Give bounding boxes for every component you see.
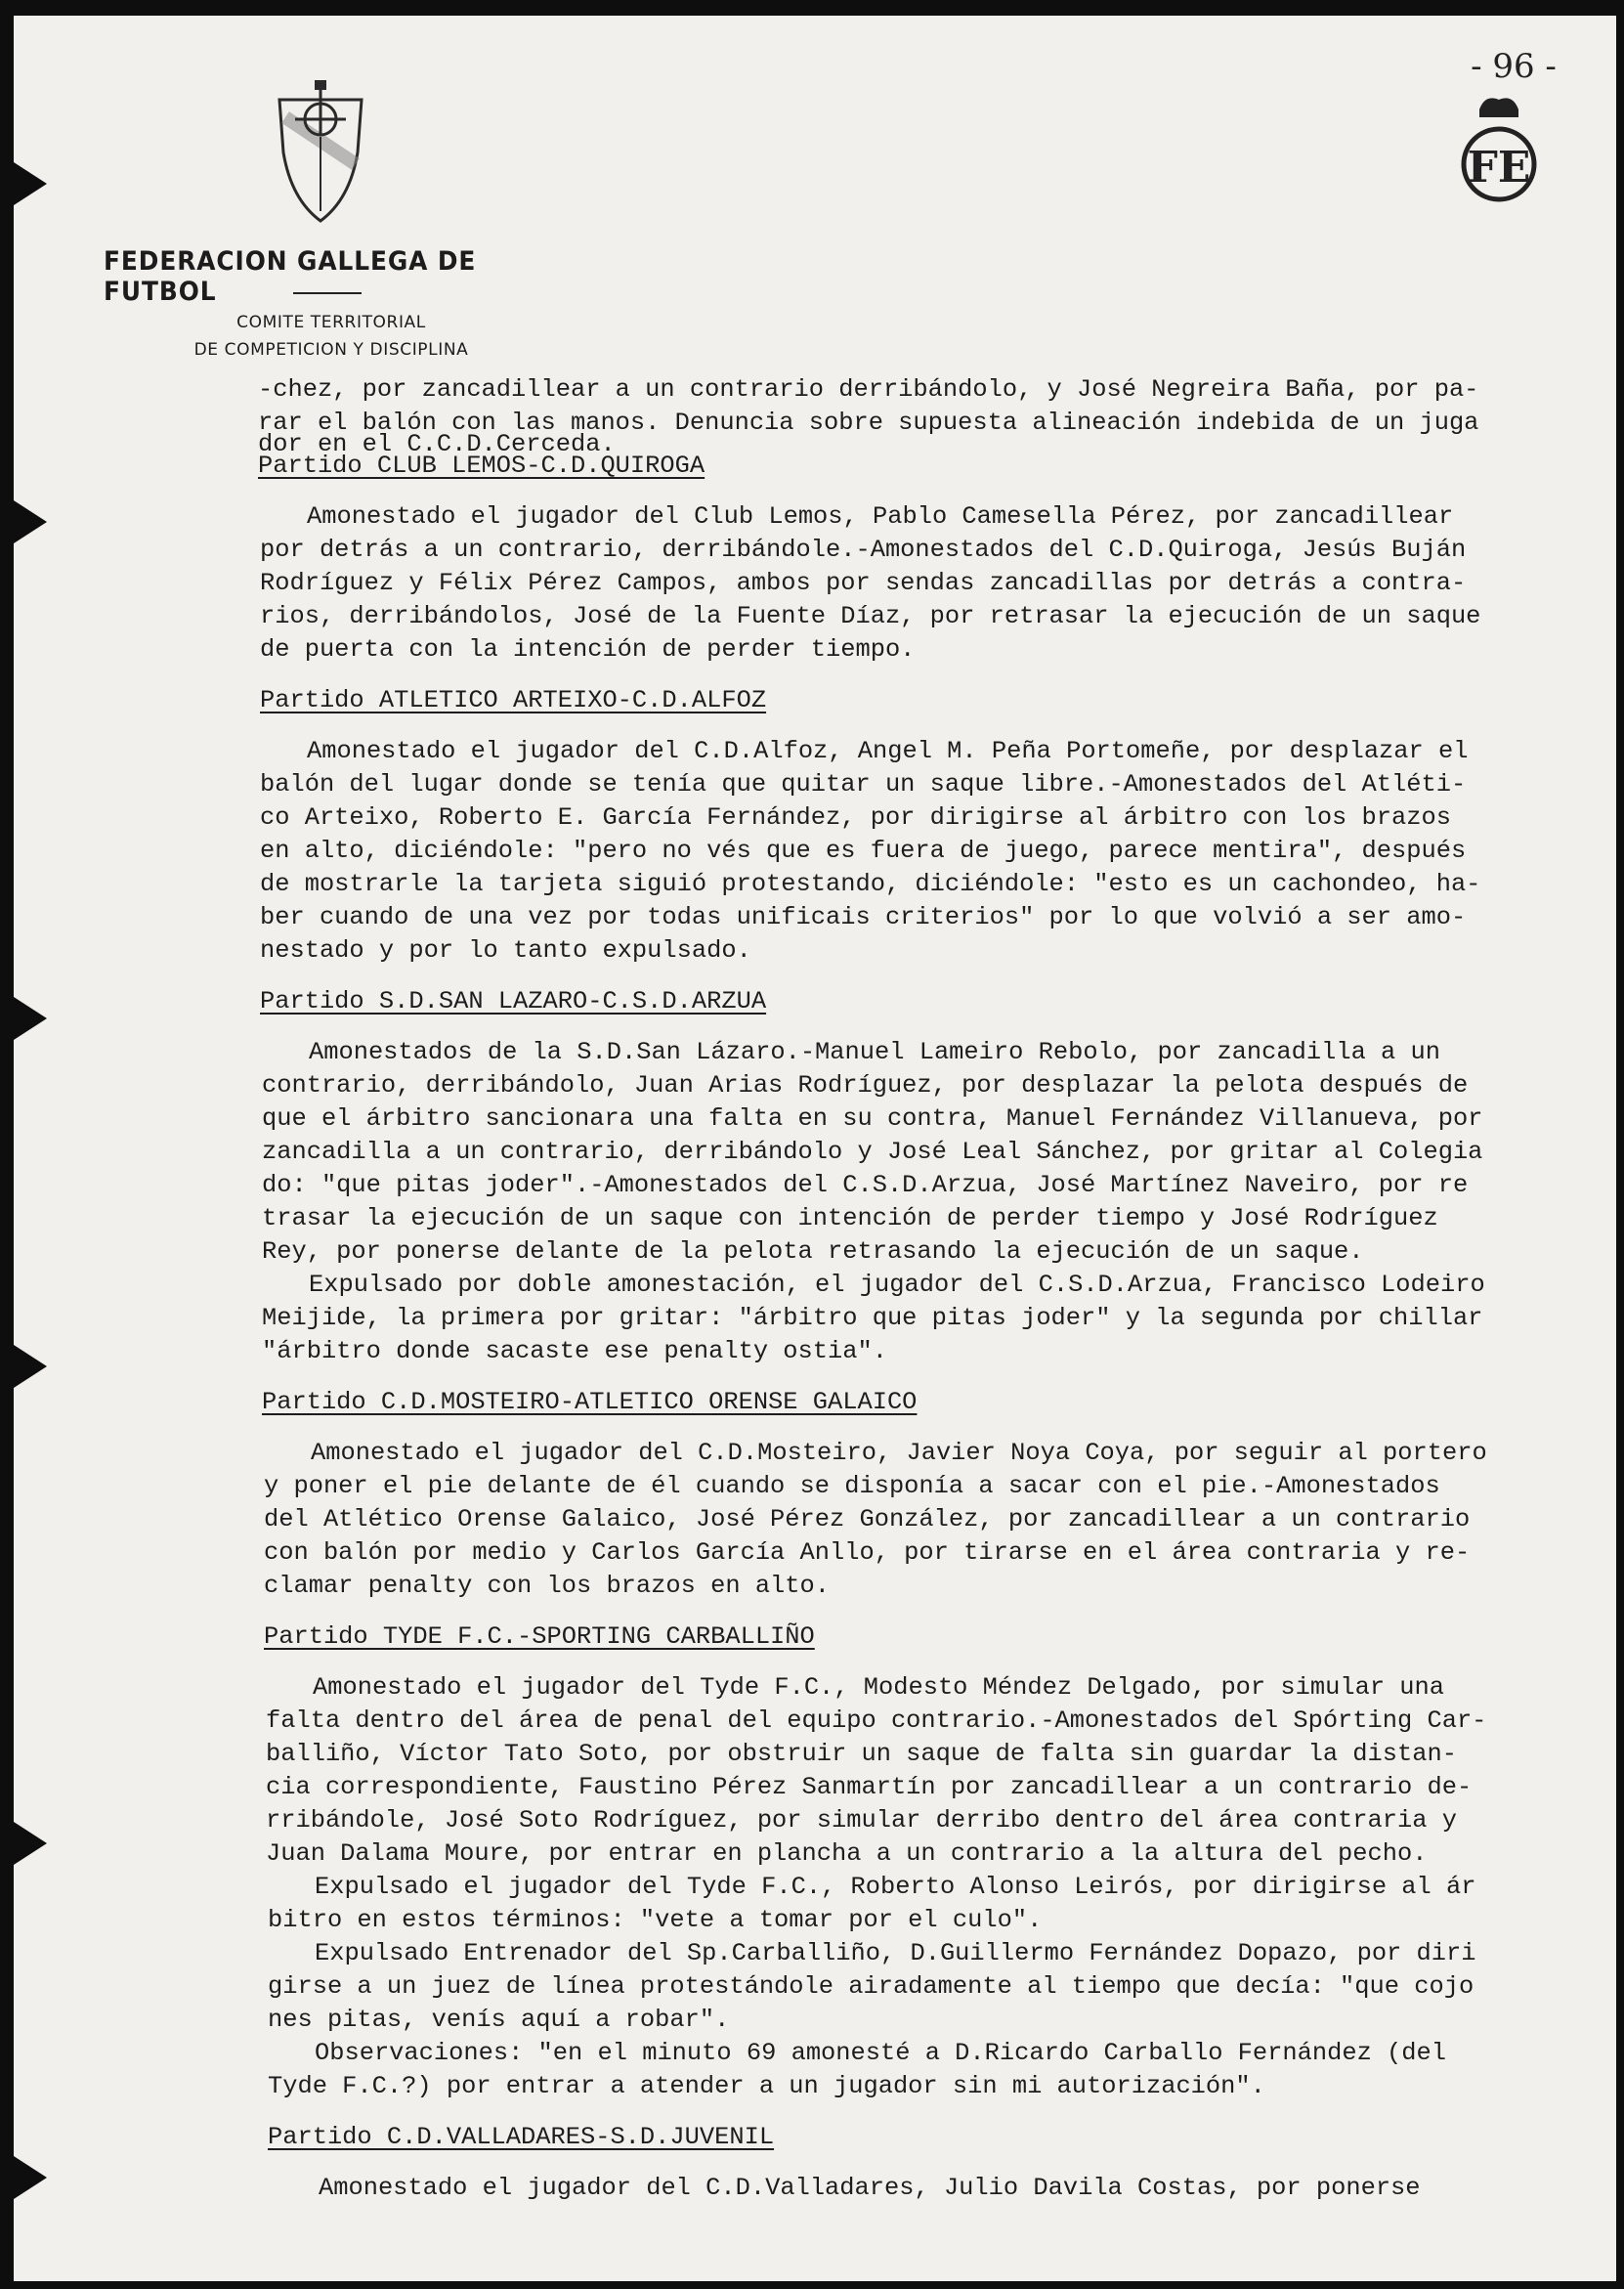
- text-line: [258, 2070, 1616, 2103]
- rfef-crest-logo: [1450, 90, 1548, 217]
- binder-hole: [14, 1345, 47, 1388]
- text-line-content: Rodríguez y Félix Pérez Campos, ambos por sendas zancadillas por detrás a contra-: [260, 569, 1467, 597]
- text-line: [258, 1536, 1616, 1570]
- text-line-content: rar el balón con las manos. Denuncia sobre supuesta alineación indebida de un juga: [258, 409, 1479, 437]
- text-line: [258, 1036, 1616, 1069]
- text-line: [258, 801, 1616, 835]
- text-line: [258, 1871, 1616, 1904]
- page-number: - 96 -: [1471, 47, 1557, 86]
- header-divider: [293, 292, 362, 294]
- text-line-content: girse a un juez de línea protestándole airadamente al tiempo que decía: "que cojo: [268, 1972, 1474, 2001]
- federation-shield-logo: [272, 74, 369, 231]
- text-line-content: Expulsado por doble amonestación, el jugador del C.S.D.Arzua, Francisco Lodeiro: [309, 1271, 1485, 1299]
- text-line: [258, 600, 1616, 633]
- binder-hole: [14, 997, 47, 1040]
- committee-line-1: COMITE TERRITORIAL: [236, 313, 426, 332]
- text-line: [258, 1804, 1616, 1837]
- match-heading-text: Partido TYDE F.C.-SPORTING CARBALLIÑO: [264, 1622, 815, 1651]
- text-line: [258, 1136, 1616, 1169]
- committee-name: [102, 309, 561, 364]
- text-line: [258, 2172, 1616, 2205]
- text-line-content: con balón por medio y Carlos García Anllo, por tirarse en el área contraria y re-: [264, 1538, 1471, 1567]
- text-line-content: zancadilla a un contrario, derribándolo y José Leal Sánchez, por gritar al Colegia: [262, 1138, 1483, 1166]
- match-heading: [258, 684, 1616, 717]
- text-line-content: -chez, por zancadillear a un contrario derribándolo, y José Negreira Baña, por pa-: [258, 375, 1479, 404]
- text-line-content: por detrás a un contrario, derribándole.-Amonestados del C.D.Quiroga, Jesús Buján: [260, 536, 1467, 564]
- text-line-content: nes pitas, venís aquí a robar".: [268, 2006, 730, 2034]
- text-line-content: balliño, Víctor Tato Soto, por obstruir un saque de falta sin guardar la distan-: [266, 1740, 1457, 1768]
- text-line: [258, 868, 1616, 901]
- text-line: [258, 1302, 1616, 1335]
- text-line-content: rios, derribándolos, José de la Fuente Díaz, por retrasar la ejecución de un saque: [260, 602, 1481, 630]
- text-line: [258, 1771, 1616, 1804]
- text-line-content: Tyde F.C.?) por entrar a atender a un jugador sin mi autorización".: [268, 2072, 1265, 2100]
- paragraph-spacer: [258, 667, 1616, 684]
- federation-title: FEDERACION GALLEGA DE FUTBOL: [104, 246, 477, 307]
- match-heading-text: Partido CLUB LEMOS-C.D.QUIROGA: [258, 452, 705, 480]
- text-line-content: Amonestado el jugador del C.D.Valladares, Julio Davila Costas, por ponerse: [319, 2174, 1421, 2202]
- match-heading: [258, 2121, 1616, 2154]
- match-heading-text: Partido S.D.SAN LAZARO-C.S.D.ARZUA: [260, 987, 767, 1015]
- text-line: [258, 901, 1616, 934]
- text-line: [258, 1904, 1616, 1937]
- text-line: [258, 1235, 1616, 1269]
- text-line-content: Amonestado el jugador del Club Lemos, Pablo Camesella Pérez, por zancadillear: [307, 502, 1454, 531]
- text-line: [258, 1705, 1616, 1738]
- text-line-content: do: "que pitas joder".-Amonestados del C.S.D.Arzua, José Martínez Naveiro, por re: [262, 1171, 1469, 1199]
- text-line: [258, 1570, 1616, 1603]
- committee-line-2: DE COMPETICION Y DISCIPLINA: [193, 340, 469, 360]
- text-line-content: en alto, diciéndole: "pero no vés que es fuera de juego, parece mentira", después: [260, 837, 1467, 865]
- paragraph-spacer: [258, 1603, 1616, 1620]
- paragraph-spacer: [258, 968, 1616, 985]
- binder-hole: [14, 162, 47, 205]
- text-line: [258, 1069, 1616, 1102]
- text-line: [258, 1202, 1616, 1235]
- text-line-content: Observaciones: "en el minuto 69 amonesté a D.Ricardo Carballo Fernández (del: [315, 2039, 1447, 2067]
- text-line: [258, 1837, 1616, 1871]
- text-line-content: co Arteixo, Roberto E. García Fernández, por dirigirse al árbitro con los brazos: [260, 803, 1451, 832]
- text-line: [258, 1738, 1616, 1771]
- binder-hole: [14, 1822, 47, 1865]
- text-line-content: bitro en estos términos: "vete a tomar por el culo".: [268, 1906, 1043, 1934]
- text-line-content: Juan Dalama Moure, por entrar en plancha a un contrario a la altura del pecho.: [266, 1839, 1428, 1868]
- match-heading: [258, 1620, 1616, 1654]
- text-line-content: que el árbitro sancionara una falta en su contra, Manuel Fernández Villanueva, por: [262, 1104, 1483, 1133]
- text-line-content: ber cuando de una vez por todas unificais criterios" por lo que volvió a ser amo-: [260, 903, 1467, 931]
- paragraph-spacer: [258, 1654, 1616, 1671]
- text-line: [258, 1102, 1616, 1136]
- match-heading: [258, 985, 1616, 1018]
- text-line: [258, 1503, 1616, 1536]
- text-line: [258, 735, 1616, 768]
- text-line: [258, 633, 1616, 667]
- text-line: [258, 768, 1616, 801]
- text-line: [258, 407, 1616, 437]
- text-line-content: Expulsado el jugador del Tyde F.C., Roberto Alonso Leirós, por dirigirse al ár: [315, 1873, 1476, 1901]
- match-heading: [258, 1386, 1616, 1419]
- text-line: [258, 2004, 1616, 2037]
- match-heading-text: Partido ATLETICO ARTEIXO-C.D.ALFOZ: [260, 686, 767, 714]
- text-line: [258, 835, 1616, 868]
- text-line-content: del Atlético Orense Galaico, José Pérez González, por zancadillear a un contrario: [264, 1505, 1471, 1533]
- text-line-content: Amonestado el jugador del C.D.Alfoz, Angel M. Peña Portomeñe, por desplazar el: [307, 737, 1469, 765]
- text-line: [258, 534, 1616, 567]
- text-line: [258, 2037, 1616, 2070]
- text-line: [258, 1970, 1616, 2004]
- text-line-content: Expulsado Entrenador del Sp.Carballiño, D.Guillermo Fernández Dopazo, por diri: [315, 1939, 1476, 1967]
- text-line-content: Rey, por ponerse delante de la pelota retrasando la ejecución de un saque.: [262, 1237, 1364, 1266]
- match-heading: [258, 450, 1616, 483]
- paragraph-spacer: [258, 2154, 1616, 2172]
- text-line: [258, 567, 1616, 600]
- text-line-content: Amonestado el jugador del Tyde F.C., Modesto Méndez Delgado, por simular una: [313, 1673, 1445, 1702]
- binder-hole: [14, 2156, 47, 2199]
- binder-hole: [14, 500, 47, 543]
- text-line-content: Meijide, la primera por gritar: "árbitro que pitas joder" y la segunda por chillar: [262, 1304, 1483, 1332]
- document-page: [14, 16, 1616, 2281]
- text-line-content: dor en el C.C.D.Cerceda.: [258, 430, 616, 458]
- text-line: [258, 934, 1616, 968]
- paragraph-spacer: [258, 1368, 1616, 1386]
- document-body: [258, 373, 1616, 2205]
- text-line-content: de puerta con la intención de perder tiempo.: [260, 635, 916, 664]
- text-line: [258, 1169, 1616, 1202]
- text-line: [258, 1671, 1616, 1705]
- paragraph-spacer: [258, 717, 1616, 735]
- text-line-content: Amonestados de la S.D.San Lázaro.-Manuel Lameiro Rebolo, por zancadilla a un: [309, 1038, 1441, 1066]
- text-line-content: "árbitro donde sacaste ese penalty ostia".: [262, 1337, 887, 1365]
- text-line: [258, 1269, 1616, 1302]
- text-line-content: y poner el pie delante de él cuando se disponía a sacar con el pie.-Amonestados: [264, 1472, 1440, 1500]
- text-line-content: trasar la ejecución de un saque con intención de perder tiempo y José Rodríguez: [262, 1204, 1438, 1232]
- match-heading-text: Partido C.D.VALLADARES-S.D.JUVENIL: [268, 2123, 775, 2151]
- text-line-content: de mostrarle la tarjeta siguió protestando, diciéndole: "esto es un cachondeo, ha-: [260, 870, 1481, 898]
- text-line-content: Amonestado el jugador del C.D.Mosteiro, Javier Noya Coya, por seguir al portero: [311, 1439, 1487, 1467]
- text-line: [258, 1437, 1616, 1470]
- text-line-content: nestado y por lo tanto expulsado.: [260, 936, 751, 965]
- text-line-content: contrario, derribándolo, Juan Arias Rodríguez, por desplazar la pelota después de: [262, 1071, 1469, 1100]
- text-line: [258, 1937, 1616, 1970]
- text-line-content: balón del lugar donde se tenía que quitar un saque libre.-Amonestados del Atléti-: [260, 770, 1467, 799]
- svg-text:FE: FE: [1467, 143, 1531, 193]
- text-line-content: cia correspondiente, Faustino Pérez Sanmartín por zancadillear a un contrario de-: [266, 1773, 1473, 1801]
- text-line: [258, 1335, 1616, 1368]
- paragraph-spacer: [258, 1419, 1616, 1437]
- paragraph-spacer: [258, 1018, 1616, 1036]
- paragraph-spacer: [258, 2103, 1616, 2121]
- match-heading-text: Partido C.D.MOSTEIRO-ATLETICO ORENSE GALAICO: [262, 1388, 918, 1416]
- text-line: [258, 1470, 1616, 1503]
- text-line-content: clamar penalty con los brazos en alto.: [264, 1572, 831, 1600]
- text-line: [258, 373, 1616, 407]
- text-line: [258, 500, 1616, 534]
- text-line-content: rribándole, José Soto Rodríguez, por simular derribo dentro del área contraria y: [266, 1806, 1457, 1835]
- paragraph-spacer: [258, 483, 1616, 500]
- text-line-content: falta dentro del área de penal del equipo contrario.-Amonestados del Spórting Car-: [266, 1706, 1487, 1735]
